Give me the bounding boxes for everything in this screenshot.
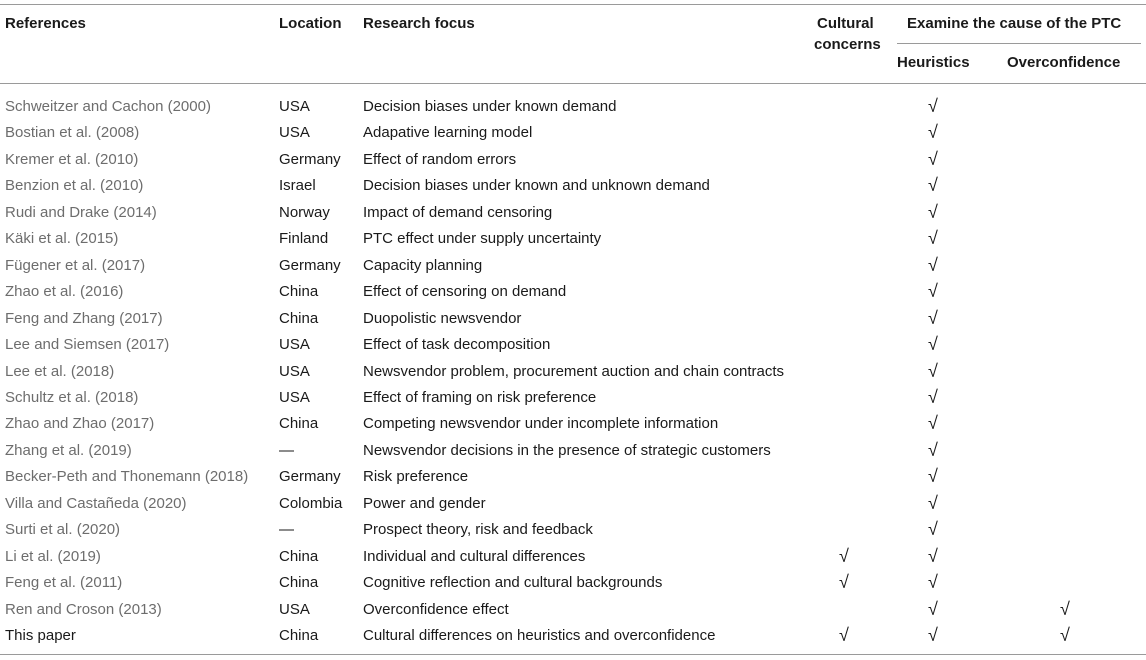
table-row: [0, 94, 1146, 120]
reference-cell: Lee et al. (2018): [5, 362, 115, 380]
location-cell: —: [279, 441, 294, 459]
cultural-check: √: [839, 572, 849, 593]
research-focus-cell: Adapative learning model: [363, 124, 533, 142]
header-cultural-line2: concerns: [814, 36, 881, 53]
overconfidence-check: √: [1060, 598, 1070, 619]
location-cell: Norway: [279, 203, 330, 221]
table-row: [0, 517, 1146, 543]
reference-cell: Zhang et al. (2019): [5, 441, 132, 459]
heuristics-check: √: [928, 625, 938, 645]
location-cell: China: [279, 574, 319, 592]
table-row: [0, 623, 1146, 649]
location-cell: USA: [279, 388, 310, 406]
heuristics-check: √: [928, 228, 938, 249]
reference-cell: Villa and Castañeda (2020): [5, 494, 187, 512]
location-cell: China: [279, 627, 319, 644]
heuristics-check: √: [928, 360, 938, 381]
table-row: [0, 306, 1146, 332]
heuristics-check: √: [928, 148, 938, 169]
location-cell: USA: [279, 362, 310, 380]
reference-cell: Bostian et al. (2008): [5, 124, 140, 142]
research-focus-cell: Power and gender: [363, 494, 486, 512]
heuristics-check: √: [928, 175, 938, 196]
location-cell: Finland: [279, 230, 329, 248]
reference-cell: Käki et al. (2015): [5, 230, 119, 248]
heuristics-check: √: [928, 466, 938, 487]
reference-cell: Ren and Croson (2013): [5, 600, 162, 618]
research-focus-cell: Competing newsvendor under incomplete information: [363, 415, 719, 433]
table-row: [0, 385, 1146, 411]
table-row: [0, 147, 1146, 173]
heuristics-check: √: [928, 254, 938, 275]
reference-cell: Zhao et al. (2016): [5, 283, 124, 301]
heuristics-check: √: [928, 122, 938, 143]
table-row: [0, 438, 1146, 464]
table-row: [0, 332, 1146, 358]
table-row: [0, 491, 1146, 517]
research-focus-cell: Decision biases under known and unknown demand: [363, 177, 710, 195]
reference-cell: Schultz et al. (2018): [5, 388, 139, 406]
research-focus-cell: Effect of task decomposition: [363, 336, 551, 354]
location-cell: China: [279, 547, 319, 565]
location-cell: China: [279, 283, 319, 301]
table-row: [0, 464, 1146, 490]
overconfidence-check: √: [1060, 625, 1070, 645]
reference-cell: Surti et al. (2020): [5, 521, 121, 539]
reference-cell: This paper: [5, 627, 76, 644]
location-cell: Colombia: [279, 494, 343, 512]
heuristics-check: √: [928, 572, 938, 593]
table-row: [0, 253, 1146, 279]
table-row: [0, 411, 1146, 437]
header-cultural-line1: Cultural: [817, 15, 874, 32]
heuristics-check: √: [928, 386, 938, 407]
heuristics-check: √: [928, 334, 938, 355]
reference-cell: Fügener et al. (2017): [5, 256, 146, 274]
heuristics-check: √: [928, 281, 938, 302]
table-row: [0, 544, 1146, 570]
heuristics-check: √: [928, 307, 938, 328]
location-cell: Germany: [279, 150, 341, 168]
heuristics-check: √: [928, 439, 938, 460]
location-cell: USA: [279, 124, 310, 142]
table-row: [0, 200, 1146, 226]
research-focus-cell: Impact of demand censoring: [363, 203, 553, 221]
top-rule: [0, 4, 1146, 5]
header-research-focus: Research focus: [363, 15, 475, 32]
table-row: [0, 226, 1146, 252]
reference-cell: Feng et al. (2011): [5, 574, 123, 592]
reference-cell: Kremer et al. (2010): [5, 150, 139, 168]
table-row: [0, 120, 1146, 146]
location-cell: USA: [279, 98, 310, 115]
bottom-rule: [0, 654, 1146, 655]
research-focus-cell: Effect of framing on risk preference: [363, 388, 597, 406]
research-focus-cell: Duopolistic newsvendor: [363, 309, 522, 327]
cultural-check: √: [839, 625, 849, 645]
research-focus-cell: Cultural differences on heuristics and overconfidence: [363, 627, 716, 644]
location-cell: Germany: [279, 256, 341, 274]
location-cell: Germany: [279, 468, 341, 486]
table-row: [0, 597, 1146, 623]
location-cell: China: [279, 415, 319, 433]
reference-cell: Schweitzer and Cachon (2000): [5, 98, 211, 115]
header-subrule: [897, 43, 1141, 44]
heuristics-check: √: [928, 413, 938, 434]
research-focus-cell: Cognitive reflection and cultural backgrounds: [363, 574, 663, 592]
reference-cell: Lee and Siemsen (2017): [5, 336, 170, 354]
header-heuristics: Heuristics: [897, 54, 970, 71]
table-row: [0, 279, 1146, 305]
heuristics-check: √: [928, 598, 938, 619]
table-row: [0, 359, 1146, 385]
location-cell: Israel: [279, 177, 316, 195]
cultural-check: √: [839, 545, 849, 566]
reference-cell: Li et al. (2019): [5, 547, 101, 565]
header-references: References: [5, 15, 86, 32]
research-focus-cell: Effect of censoring on demand: [363, 283, 567, 301]
heuristics-check: √: [928, 492, 938, 513]
research-focus-cell: PTC effect under supply uncertainty: [363, 230, 602, 248]
research-focus-cell: Newsvendor problem, procurement auction and chain contracts: [363, 362, 785, 380]
research-focus-cell: Decision biases under known demand: [363, 98, 617, 115]
research-focus-cell: Newsvendor decisions in the presence of strategic customers: [363, 441, 771, 459]
location-cell: China: [279, 309, 319, 327]
research-focus-cell: Effect of random errors: [363, 150, 517, 168]
heuristics-check: √: [928, 96, 938, 116]
header-overconfidence: Overconfidence: [1007, 54, 1121, 71]
heuristics-check: √: [928, 201, 938, 222]
research-focus-cell: Overconfidence effect: [363, 600, 509, 618]
location-cell: USA: [279, 600, 310, 618]
heuristics-check: √: [928, 545, 938, 566]
reference-cell: Benzion et al. (2010): [5, 177, 144, 195]
table-row: [0, 173, 1146, 199]
research-focus-cell: Individual and cultural differences: [363, 547, 586, 565]
research-focus-cell: Capacity planning: [363, 256, 483, 274]
reference-cell: Zhao and Zhao (2017): [5, 415, 155, 433]
reference-cell: Rudi and Drake (2014): [5, 203, 157, 221]
header-rule: [0, 83, 1146, 84]
location-cell: USA: [279, 336, 310, 354]
heuristics-check: √: [928, 519, 938, 540]
header-location: Location: [279, 15, 342, 32]
reference-cell: Becker-Peth and Thonemann (2018): [5, 468, 249, 486]
table-row: [0, 570, 1146, 596]
research-focus-cell: Prospect theory, risk and feedback: [363, 521, 593, 539]
reference-cell: Feng and Zhang (2017): [5, 309, 163, 327]
location-cell: —: [279, 521, 294, 539]
header-examine-cause: Examine the cause of the PTC: [907, 15, 1122, 32]
research-focus-cell: Risk preference: [363, 468, 469, 486]
